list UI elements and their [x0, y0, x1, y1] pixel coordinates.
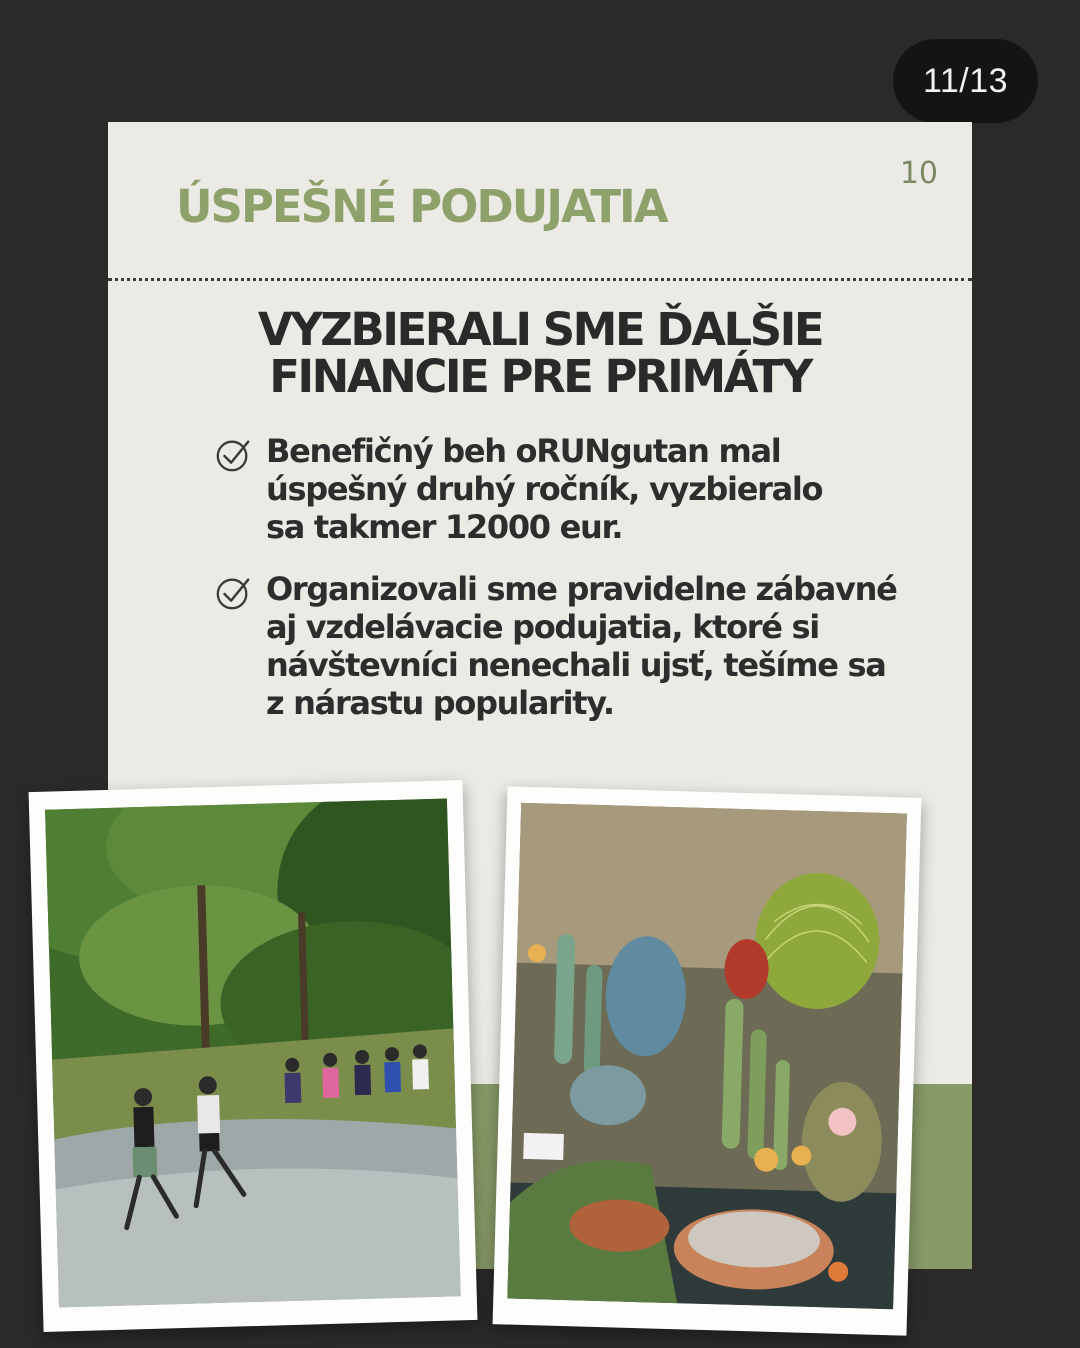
headline-line: FINANCIE PRE PRIMÁTY — [269, 350, 811, 403]
bullet-text — [266, 570, 954, 722]
section-title: ÚSPEŠNÉ PODUJATIA — [176, 180, 667, 233]
runners-photo-image — [45, 798, 461, 1307]
story-counter: 11/13 — [893, 39, 1038, 123]
cacti-photo-image — [507, 803, 907, 1310]
cacti-photo — [493, 786, 922, 1335]
bullet-item — [214, 570, 954, 722]
runners-photo — [29, 780, 478, 1332]
page-number: 10 — [899, 156, 938, 191]
bullet-line: návštevníci nenechali ujsť, tešíme sa — [266, 646, 886, 684]
check-circle-icon — [214, 574, 252, 612]
bullet-line: sa takmer 12000 eur. — [266, 508, 623, 546]
check-circle-icon — [214, 436, 252, 474]
bullet-text — [266, 432, 954, 546]
dotted-divider — [108, 278, 972, 281]
bullet-line: úspešný druhý ročník, vyzbieralo — [266, 470, 823, 508]
bullet-item — [214, 432, 954, 546]
bullet-line: aj vzdelávacie podujatia, ktoré si — [266, 608, 819, 646]
headline-line: VYZBIERALI SME ĎALŠIE — [257, 303, 823, 356]
bullet-line: z nárastu popularity. — [266, 684, 614, 722]
headline — [108, 303, 972, 403]
bullet-list — [214, 432, 954, 746]
bullet-line: Organizovali sme pravidelne zábavné — [266, 570, 897, 608]
bullet-line: Benefičný beh oRUNgutan mal — [266, 432, 781, 470]
